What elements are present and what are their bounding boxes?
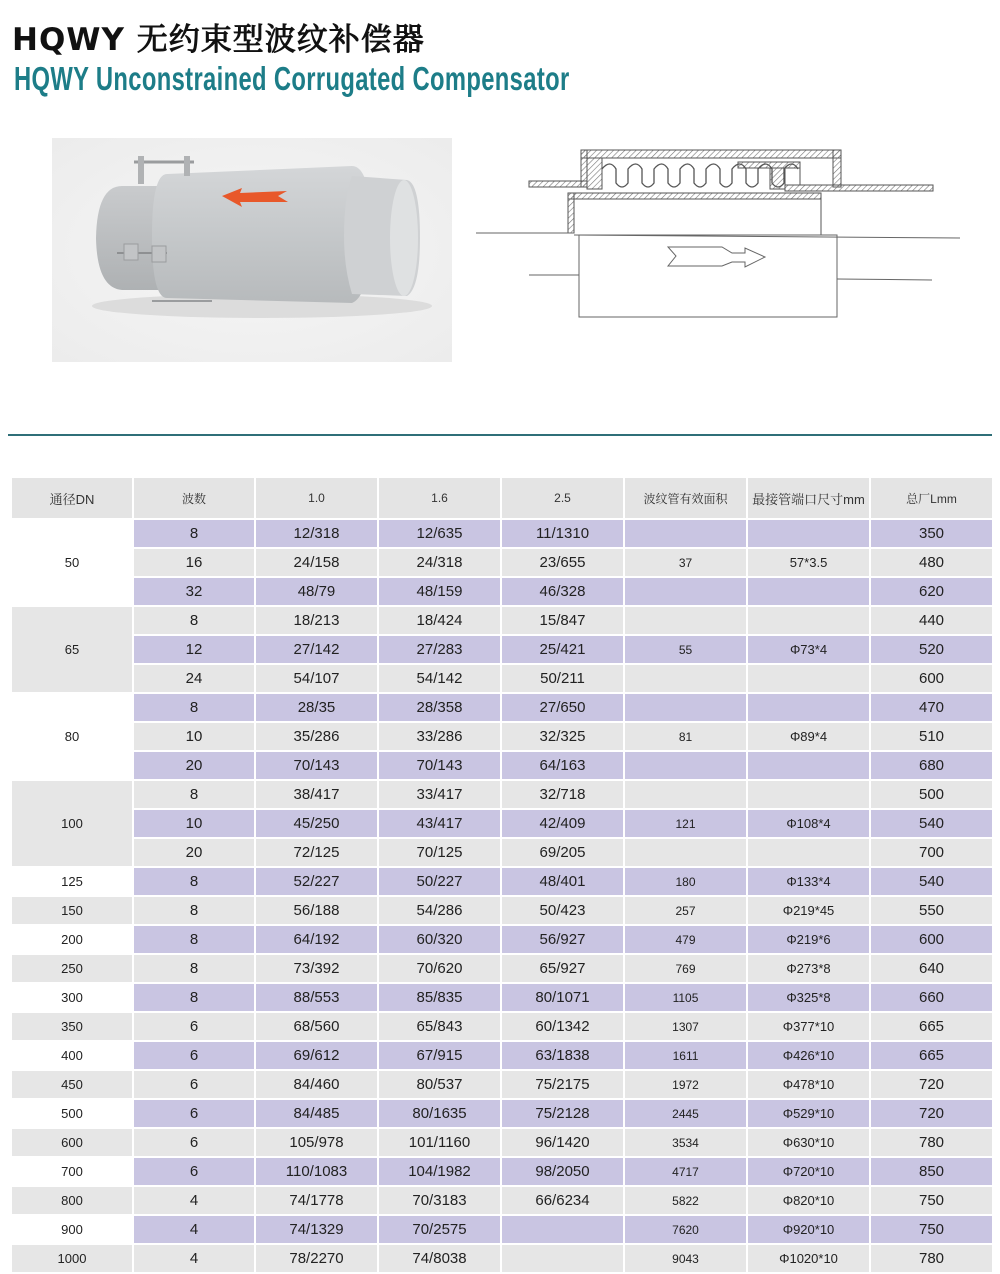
- cell-total-length: 850: [871, 1158, 992, 1185]
- table-row: [12, 636, 992, 663]
- cell-dn: 450: [12, 1071, 132, 1098]
- cell-connection-size: Φ89*4: [748, 723, 869, 750]
- cell-connection-size: Φ325*8: [748, 984, 869, 1011]
- cell-dn: 50: [12, 520, 132, 605]
- cell-effective-area: 3534: [625, 1129, 746, 1156]
- cell-waves: 6: [134, 1071, 254, 1098]
- table-row: [12, 723, 992, 750]
- cell-waves: 8: [134, 781, 254, 808]
- table-header-row: [12, 478, 992, 518]
- cell-dn: 125: [12, 868, 132, 895]
- pipe-wall-right-bottom: [837, 279, 932, 280]
- cell-effective-area: 769: [625, 955, 746, 982]
- table-row: [12, 781, 992, 808]
- cell-pressure-1-0: 74/1778: [256, 1187, 377, 1214]
- cell-effective-area: 55: [625, 636, 746, 663]
- header-pressure-1-6: 1.6: [379, 478, 500, 518]
- table-row: [12, 1129, 992, 1156]
- cell-pressure-2-5: 69/205: [502, 839, 623, 866]
- cell-effective-area: 5822: [625, 1187, 746, 1214]
- cell-connection-size: Φ630*10: [748, 1129, 869, 1156]
- cell-pressure-2-5: 96/1420: [502, 1129, 623, 1156]
- cell-pressure-2-5: 66/6234: [502, 1187, 623, 1214]
- cell-pressure-1-6: 70/125: [379, 839, 500, 866]
- cell-effective-area: 2445: [625, 1100, 746, 1127]
- cell-connection-size: Φ133*4: [748, 868, 869, 895]
- cell-total-length: 500: [871, 781, 992, 808]
- cell-waves: 8: [134, 868, 254, 895]
- cell-effective-area: 121: [625, 810, 746, 837]
- cell-connection-size: Φ219*6: [748, 926, 869, 953]
- cell-pressure-1-6: 80/1635: [379, 1100, 500, 1127]
- specification-table: [10, 476, 994, 1274]
- cell-connection-size: Φ1020*10: [748, 1245, 869, 1272]
- cell-pressure-1-0: 56/188: [256, 897, 377, 924]
- cell-pressure-2-5: 56/927: [502, 926, 623, 953]
- cell-pressure-1-6: 12/635: [379, 520, 500, 547]
- cell-connection-size: 57*3.5: [748, 549, 869, 576]
- inner-sleeve-left: [568, 193, 574, 233]
- cell-pressure-1-0: 73/392: [256, 955, 377, 982]
- cell-pressure-2-5: 63/1838: [502, 1042, 623, 1069]
- cell-pressure-1-0: 110/1083: [256, 1158, 377, 1185]
- pipe-opening: [390, 180, 418, 296]
- cell-pressure-1-0: 35/286: [256, 723, 377, 750]
- table-row: [12, 665, 992, 692]
- cell-total-length: 470: [871, 694, 992, 721]
- cell-pressure-1-6: 70/3183: [379, 1187, 500, 1214]
- cell-pressure-2-5: 98/2050: [502, 1158, 623, 1185]
- cell-waves: 8: [134, 897, 254, 924]
- cell-dn: 80: [12, 694, 132, 779]
- header-effective-area: 波纹管有效面积: [625, 478, 746, 518]
- cell-effective-area: [625, 665, 746, 692]
- table-row: [12, 839, 992, 866]
- cell-pressure-1-6: 74/8038: [379, 1245, 500, 1272]
- cell-total-length: 665: [871, 1013, 992, 1040]
- cell-waves: 4: [134, 1216, 254, 1243]
- cell-effective-area: 7620: [625, 1216, 746, 1243]
- cell-dn: 250: [12, 955, 132, 982]
- header-connection-size: 最接管端口尺寸mm: [748, 478, 869, 518]
- cell-pressure-2-5: 32/718: [502, 781, 623, 808]
- cell-pressure-1-0: 84/485: [256, 1100, 377, 1127]
- cell-effective-area: [625, 781, 746, 808]
- cell-effective-area: 1972: [625, 1071, 746, 1098]
- cell-pressure-1-6: 67/915: [379, 1042, 500, 1069]
- cell-effective-area: [625, 520, 746, 547]
- left-flange: [529, 181, 587, 187]
- cell-waves: 24: [134, 665, 254, 692]
- cell-connection-size: [748, 607, 869, 634]
- cell-dn: 500: [12, 1100, 132, 1127]
- cell-pressure-1-6: 104/1982: [379, 1158, 500, 1185]
- cell-dn: 350: [12, 1013, 132, 1040]
- cell-dn: 600: [12, 1129, 132, 1156]
- cell-connection-size: Φ720*10: [748, 1158, 869, 1185]
- cell-pressure-2-5: 46/328: [502, 578, 623, 605]
- cell-effective-area: 4717: [625, 1158, 746, 1185]
- header-pressure-1-0: 1.0: [256, 478, 377, 518]
- cell-total-length: 720: [871, 1100, 992, 1127]
- cell-effective-area: 1307: [625, 1013, 746, 1040]
- cell-dn: 800: [12, 1187, 132, 1214]
- table-row: [12, 1042, 992, 1069]
- cell-pressure-2-5: 48/401: [502, 868, 623, 895]
- cell-pressure-1-6: 27/283: [379, 636, 500, 663]
- header-dn: 通径DN: [12, 478, 132, 518]
- cell-effective-area: 257: [625, 897, 746, 924]
- cell-effective-area: [625, 694, 746, 721]
- header-total-length: 总厂Lmm: [871, 478, 992, 518]
- cell-pressure-1-6: 54/142: [379, 665, 500, 692]
- cell-total-length: 720: [871, 1071, 992, 1098]
- cell-pressure-2-5: 50/423: [502, 897, 623, 924]
- cell-pressure-1-6: 28/358: [379, 694, 500, 721]
- outer-sleeve: [152, 166, 372, 303]
- cell-effective-area: 180: [625, 868, 746, 895]
- cell-total-length: 700: [871, 839, 992, 866]
- cell-total-length: 510: [871, 723, 992, 750]
- cell-total-length: 520: [871, 636, 992, 663]
- cell-pressure-2-5: 50/211: [502, 665, 623, 692]
- cell-waves: 20: [134, 752, 254, 779]
- table-row: [12, 897, 992, 924]
- cell-total-length: 480: [871, 549, 992, 576]
- cell-total-length: 665: [871, 1042, 992, 1069]
- table-row: [12, 955, 992, 982]
- cell-pressure-1-0: 68/560: [256, 1013, 377, 1040]
- table-row: [12, 607, 992, 634]
- table-row: [12, 1245, 992, 1272]
- cell-waves: 8: [134, 520, 254, 547]
- cell-waves: 32: [134, 578, 254, 605]
- cell-total-length: 750: [871, 1187, 992, 1214]
- cell-connection-size: Φ920*10: [748, 1216, 869, 1243]
- cell-pressure-1-6: 33/417: [379, 781, 500, 808]
- cell-pressure-1-6: 80/537: [379, 1071, 500, 1098]
- clamp: [184, 156, 190, 176]
- section-divider: [8, 434, 992, 436]
- cell-pressure-2-5: 32/325: [502, 723, 623, 750]
- cell-pressure-1-0: 54/107: [256, 665, 377, 692]
- right-flange: [785, 185, 933, 191]
- cell-total-length: 780: [871, 1129, 992, 1156]
- cell-connection-size: Φ219*45: [748, 897, 869, 924]
- cell-dn: 100: [12, 781, 132, 866]
- cell-total-length: 640: [871, 955, 992, 982]
- cell-effective-area: 1611: [625, 1042, 746, 1069]
- cell-pressure-2-5: 23/655: [502, 549, 623, 576]
- cell-waves: 6: [134, 1013, 254, 1040]
- cell-pressure-1-0: 45/250: [256, 810, 377, 837]
- table-row: [12, 810, 992, 837]
- table-row: [12, 984, 992, 1011]
- cell-connection-size: Φ426*10: [748, 1042, 869, 1069]
- table-row: [12, 1100, 992, 1127]
- table-row: [12, 549, 992, 576]
- cell-pressure-1-0: 28/35: [256, 694, 377, 721]
- cell-pressure-1-0: 12/318: [256, 520, 377, 547]
- cell-pressure-1-6: 70/143: [379, 752, 500, 779]
- inner-sleeve-top: [568, 193, 821, 199]
- clamp: [138, 156, 144, 184]
- cell-pressure-1-0: 72/125: [256, 839, 377, 866]
- cell-waves: 4: [134, 1245, 254, 1272]
- cell-total-length: 620: [871, 578, 992, 605]
- cell-pressure-1-0: 70/143: [256, 752, 377, 779]
- cell-total-length: 780: [871, 1245, 992, 1272]
- cell-pressure-2-5: 65/927: [502, 955, 623, 982]
- cell-connection-size: [748, 578, 869, 605]
- flow-arrow-icon: [668, 247, 765, 267]
- cell-pressure-1-0: 74/1329: [256, 1216, 377, 1243]
- cell-effective-area: [625, 607, 746, 634]
- table-row: [12, 1187, 992, 1214]
- cell-pressure-2-5: 75/2128: [502, 1100, 623, 1127]
- cell-total-length: 600: [871, 665, 992, 692]
- cell-total-length: 680: [871, 752, 992, 779]
- cell-pressure-1-0: 38/417: [256, 781, 377, 808]
- table-row: [12, 1158, 992, 1185]
- page-title-english: HQWY Unconstrained Corrugated Compensator: [14, 60, 570, 97]
- cell-total-length: 660: [871, 984, 992, 1011]
- cell-pressure-2-5: 60/1342: [502, 1013, 623, 1040]
- cell-pressure-2-5: 27/650: [502, 694, 623, 721]
- outer-casing-right: [833, 150, 841, 187]
- cell-pressure-2-5: 80/1071: [502, 984, 623, 1011]
- cell-pressure-1-0: 84/460: [256, 1071, 377, 1098]
- cell-dn: 300: [12, 984, 132, 1011]
- cell-connection-size: Φ73*4: [748, 636, 869, 663]
- cell-total-length: 540: [871, 810, 992, 837]
- cell-pressure-1-0: 64/192: [256, 926, 377, 953]
- cell-connection-size: Φ377*10: [748, 1013, 869, 1040]
- cell-pressure-1-6: 85/835: [379, 984, 500, 1011]
- cell-pressure-2-5: 75/2175: [502, 1071, 623, 1098]
- cell-pressure-1-0: 48/79: [256, 578, 377, 605]
- cell-pressure-2-5: [502, 1216, 623, 1243]
- cell-waves: 6: [134, 1100, 254, 1127]
- cell-dn: 400: [12, 1042, 132, 1069]
- cell-pressure-1-0: 78/2270: [256, 1245, 377, 1272]
- cell-pressure-1-6: 50/227: [379, 868, 500, 895]
- cell-total-length: 440: [871, 607, 992, 634]
- cell-waves: 8: [134, 607, 254, 634]
- cell-pressure-1-6: 48/159: [379, 578, 500, 605]
- cell-effective-area: [625, 752, 746, 779]
- table-row: [12, 752, 992, 779]
- cell-connection-size: Φ108*4: [748, 810, 869, 837]
- cell-effective-area: 81: [625, 723, 746, 750]
- cell-pressure-2-5: [502, 1245, 623, 1272]
- cell-waves: 8: [134, 926, 254, 953]
- cell-dn: 150: [12, 897, 132, 924]
- cell-pressure-1-6: 70/2575: [379, 1216, 500, 1243]
- cell-connection-size: [748, 694, 869, 721]
- cell-connection-size: [748, 520, 869, 547]
- cell-dn: 200: [12, 926, 132, 953]
- cell-pressure-1-6: 60/320: [379, 926, 500, 953]
- table-row: [12, 694, 992, 721]
- cell-dn: 900: [12, 1216, 132, 1243]
- cell-total-length: 350: [871, 520, 992, 547]
- cell-connection-size: [748, 781, 869, 808]
- table-row: [12, 1216, 992, 1243]
- table-row: [12, 578, 992, 605]
- cell-pressure-1-6: 65/843: [379, 1013, 500, 1040]
- left-end-ring: [587, 158, 602, 189]
- cell-connection-size: Φ529*10: [748, 1100, 869, 1127]
- cell-effective-area: 479: [625, 926, 746, 953]
- cell-pressure-1-0: 18/213: [256, 607, 377, 634]
- cell-pressure-2-5: 15/847: [502, 607, 623, 634]
- table-row: [12, 520, 992, 547]
- cell-waves: 12: [134, 636, 254, 663]
- cell-dn: 700: [12, 1158, 132, 1185]
- cell-pressure-1-0: 24/158: [256, 549, 377, 576]
- cell-pressure-1-6: 33/286: [379, 723, 500, 750]
- cell-pressure-1-0: 27/142: [256, 636, 377, 663]
- table-row: [12, 1013, 992, 1040]
- cell-connection-size: [748, 752, 869, 779]
- cell-pressure-1-6: 54/286: [379, 897, 500, 924]
- cell-waves: 4: [134, 1187, 254, 1214]
- cell-total-length: 540: [871, 868, 992, 895]
- cross-section-diagram: [470, 135, 970, 335]
- cell-connection-size: [748, 839, 869, 866]
- outer-casing-top: [581, 150, 841, 158]
- cell-waves: 16: [134, 549, 254, 576]
- product-photo: [52, 138, 452, 362]
- cell-pressure-1-6: 24/318: [379, 549, 500, 576]
- cell-effective-area: 37: [625, 549, 746, 576]
- cell-connection-size: Φ478*10: [748, 1071, 869, 1098]
- cell-total-length: 600: [871, 926, 992, 953]
- cell-pressure-2-5: 11/1310: [502, 520, 623, 547]
- cell-pressure-1-6: 101/1160: [379, 1129, 500, 1156]
- cell-waves: 6: [134, 1158, 254, 1185]
- cell-dn: 65: [12, 607, 132, 692]
- cell-pressure-2-5: 25/421: [502, 636, 623, 663]
- cell-effective-area: 9043: [625, 1245, 746, 1272]
- cell-pressure-1-6: 43/417: [379, 810, 500, 837]
- cell-pressure-2-5: 64/163: [502, 752, 623, 779]
- cell-waves: 8: [134, 694, 254, 721]
- cell-pressure-1-6: 70/620: [379, 955, 500, 982]
- cell-pressure-1-0: 52/227: [256, 868, 377, 895]
- header-pressure-2-5: 2.5: [502, 478, 623, 518]
- cell-waves: 10: [134, 810, 254, 837]
- cell-pressure-1-0: 69/612: [256, 1042, 377, 1069]
- cell-waves: 8: [134, 984, 254, 1011]
- table-row: [12, 926, 992, 953]
- cell-pressure-1-0: 88/553: [256, 984, 377, 1011]
- cell-pressure-1-0: 105/978: [256, 1129, 377, 1156]
- cell-waves: 6: [134, 1042, 254, 1069]
- table-row: [12, 1071, 992, 1098]
- page-title-chinese: HQWY 无约束型波纹补偿器: [12, 22, 425, 58]
- cell-waves: 6: [134, 1129, 254, 1156]
- cell-connection-size: [748, 665, 869, 692]
- cell-connection-size: Φ273*8: [748, 955, 869, 982]
- cell-effective-area: 1105: [625, 984, 746, 1011]
- table-row: [12, 868, 992, 895]
- cell-waves: 10: [134, 723, 254, 750]
- cell-effective-area: [625, 839, 746, 866]
- cell-effective-area: [625, 578, 746, 605]
- cell-pressure-1-6: 18/424: [379, 607, 500, 634]
- bracket: [124, 244, 138, 260]
- cell-waves: 8: [134, 955, 254, 982]
- cell-connection-size: Φ820*10: [748, 1187, 869, 1214]
- bracket: [152, 246, 166, 262]
- cell-dn: 1000: [12, 1245, 132, 1272]
- cell-total-length: 550: [871, 897, 992, 924]
- header-waves: 波数: [134, 478, 254, 518]
- cell-total-length: 750: [871, 1216, 992, 1243]
- cell-pressure-2-5: 42/409: [502, 810, 623, 837]
- cell-waves: 20: [134, 839, 254, 866]
